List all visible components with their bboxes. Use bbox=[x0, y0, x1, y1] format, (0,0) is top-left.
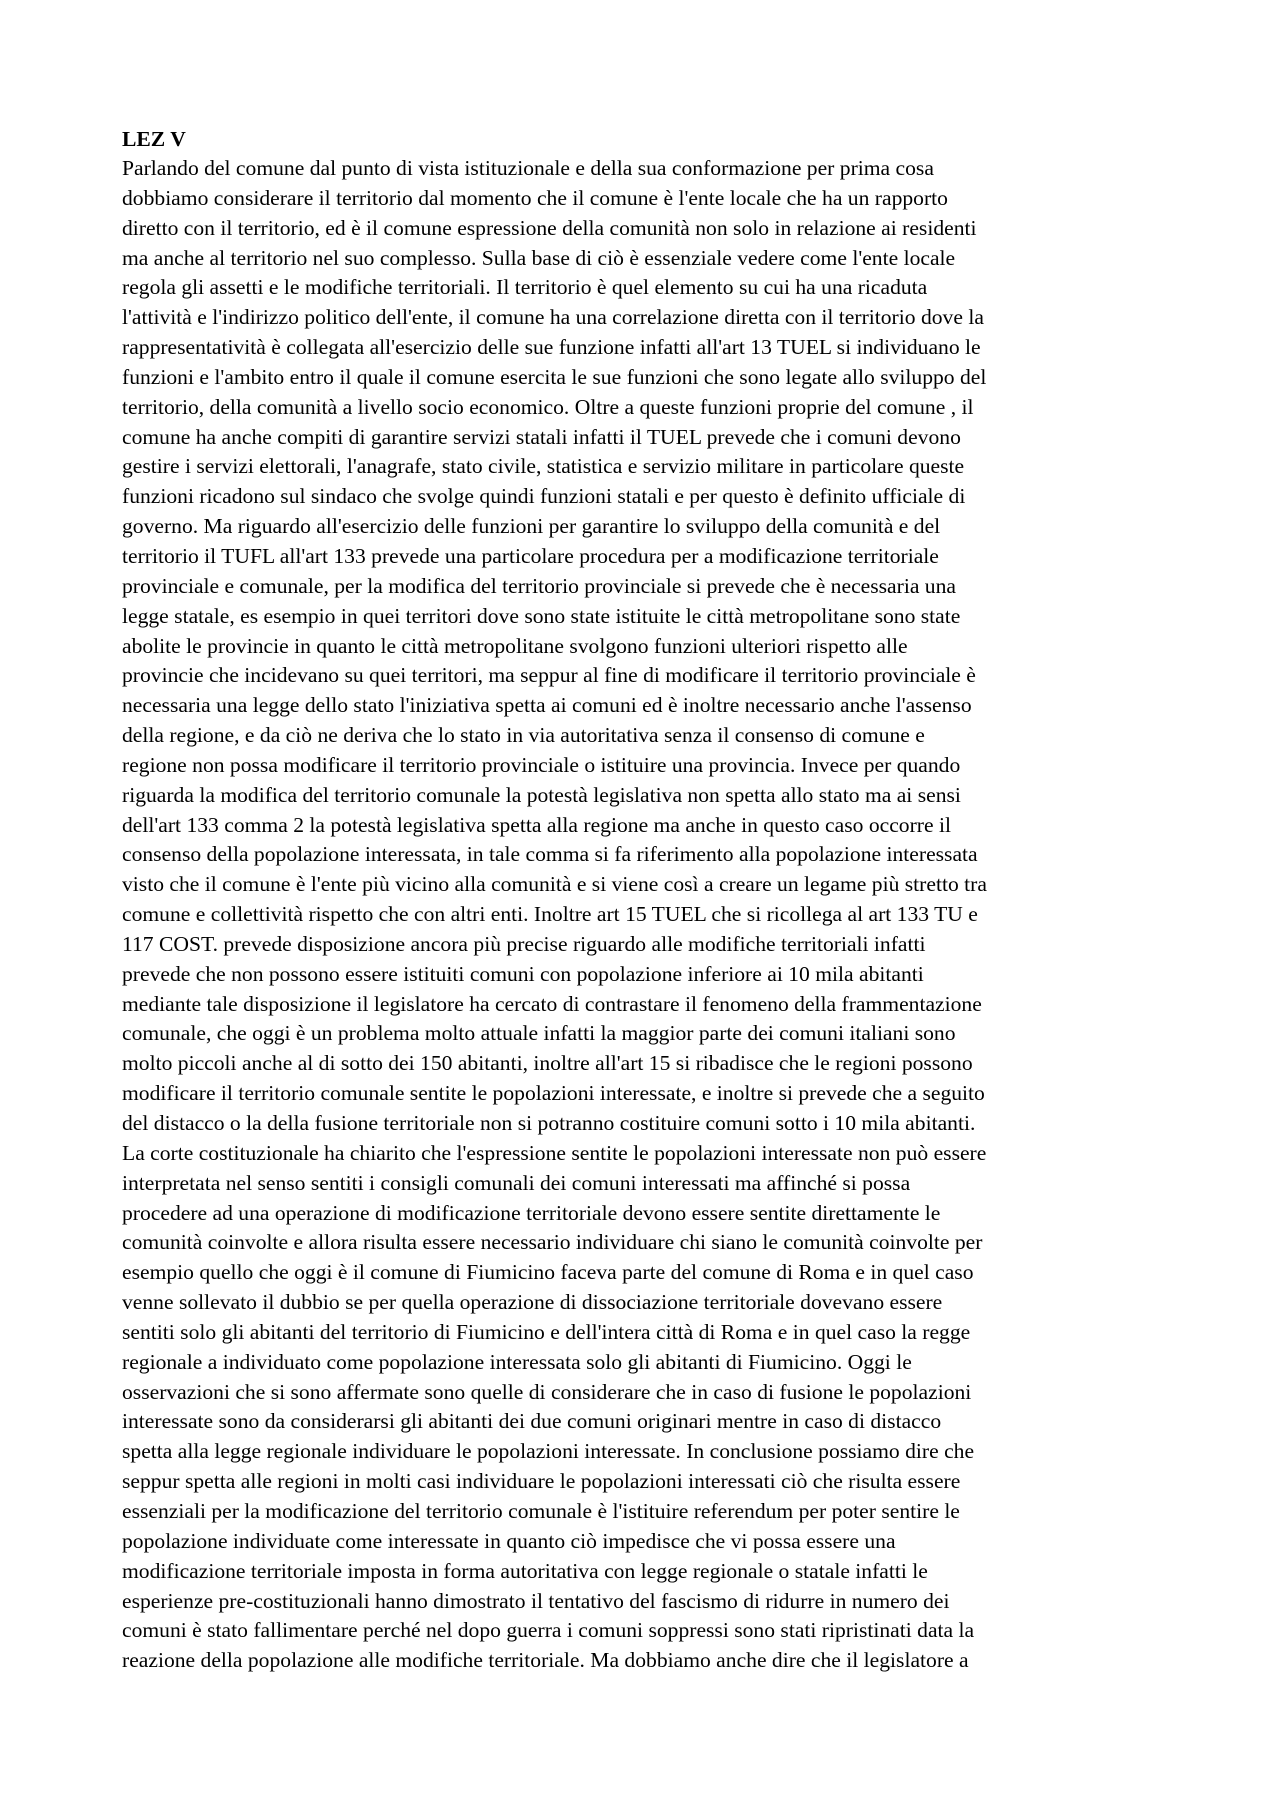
text-line: rappresentatività è collegata all'esercizio delle sue funzione infatti all'art 13 TUEL si individuano le bbox=[122, 335, 981, 360]
text-line: esperienze pre-costituzionali hanno dimostrato il tentativo del fascismo di ridurre in numero dei bbox=[122, 1588, 950, 1613]
text-line: comunità coinvolte e allora risulta essere necessario individuare chi siano le comunità coinvolte per bbox=[122, 1230, 983, 1255]
text-line: essenziali per la modificazione del territorio comunale è l'istituire referendum per poter sentire le bbox=[122, 1498, 960, 1523]
text-line: regionale a individuato come popolazione interessata solo gli abitanti di Fiumicino. Oggi le bbox=[122, 1349, 912, 1374]
text-line: interessate sono da considerarsi gli abitanti dei due comuni originari mentre in caso di distacco bbox=[122, 1409, 942, 1434]
text-line: popolazione individuate come interessate in quanto ciò impedisce che vi possa essere una bbox=[122, 1528, 896, 1553]
text-line: prevede che non possono essere istituiti comuni con popolazione inferiore ai 10 mila abitanti bbox=[122, 961, 924, 986]
text-line: seppur spetta alle regioni in molti casi individuare le popolazioni interessati ciò che risulta essere bbox=[122, 1469, 961, 1494]
text-line: procedere ad una operazione di modificazione territoriale devono essere sentite direttamente le bbox=[122, 1200, 941, 1225]
text-line: modificazione territoriale imposta in forma autoritativa con legge regionale o statale infatti le bbox=[122, 1558, 928, 1583]
text-line: funzioni ricadono sul sindaco che svolge quindi funzioni statali e per questo è definito ufficiale di bbox=[122, 484, 966, 509]
text-line: interpretata nel senso sentiti i consigli comunali dei comuni interessati ma affinché si possa bbox=[122, 1170, 911, 1195]
text-line: reazione della popolazione alle modifiche territoriale. Ma dobbiamo anche dire che il legislatore a bbox=[122, 1648, 969, 1673]
text-line: funzioni e l'ambito entro il quale il comune esercita le sue funzioni che sono legate allo sviluppo del bbox=[122, 364, 987, 389]
text-line: molto piccoli anche al di sotto dei 150 abitanti, inoltre all'art 15 si ribadisce che le regioni possono bbox=[122, 1051, 973, 1076]
text-line: dobbiamo considerare il territorio dal momento che il comune è l'ente locale che ha un rapporto bbox=[122, 185, 948, 210]
text-line: venne sollevato il dubbio se per quella operazione di dissociazione territoriale dovevano essere bbox=[122, 1290, 943, 1315]
text-line: legge statale, es esempio in quei territori dove sono state istituite le città metropolitane sono state bbox=[122, 603, 961, 628]
text-line: visto che il comune è l'ente più vicino alla comunità e si viene così a creare un legame più stretto tra bbox=[122, 872, 987, 897]
text-line: della regione, e da ciò ne deriva che lo stato in via autoritativa senza il consenso di comune e bbox=[122, 723, 925, 748]
text-line: regola gli assetti e le modifiche territoriali. Il territorio è quel elemento su cui ha una ricaduta bbox=[122, 275, 928, 300]
text-line: 117 COST. prevede disposizione ancora più precise riguardo alle modifiche territoriali infatti bbox=[122, 931, 926, 956]
text-line: gestire i servizi elettorali, l'anagrafe, stato civile, statistica e servizio militare in particolare queste bbox=[122, 454, 965, 479]
text-line: osservazioni che si sono affermate sono quelle di considerare che in caso di fusione le popolazioni bbox=[122, 1379, 972, 1404]
text-line: abolite le provincie in quanto le città metropolitane svolgono funzioni ulteriori rispetto alle bbox=[122, 633, 908, 658]
document-text bbox=[122, 154, 1168, 1676]
text-line: provincie che incidevano su quei territori, ma seppur al fine di modificare il territorio provinciale è bbox=[122, 663, 976, 688]
text-line: Parlando del comune dal punto di vista istituzionale e della sua conformazione per prima cosa bbox=[122, 156, 934, 180]
text-line: esempio quello che oggi è il comune di Fiumicino faceva parte del comune di Roma e in quel caso bbox=[122, 1260, 974, 1285]
text-line: La corte costituzionale ha chiarito che l'espressione sentite le popolazioni interessate non può essere bbox=[122, 1140, 987, 1165]
text-line: sentiti solo gli abitanti del territorio di Fiumicino e dell'intera città di Roma e in quel caso la regge bbox=[122, 1319, 971, 1344]
text-line: territorio il TUFL all'art 133 prevede una particolare procedura per a modificazione territoriale bbox=[122, 543, 939, 568]
text-line: ma anche al territorio nel suo complesso. Sulla base di ciò è essenziale vedere come l'ente locale bbox=[122, 245, 956, 270]
text-line: mediante tale disposizione il legislatore ha cercato di contrastare il fenomeno della frammentazione bbox=[122, 991, 982, 1016]
text-line: governo. Ma riguardo all'esercizio delle funzioni per garantire lo sviluppo della comunità e del bbox=[122, 514, 941, 539]
text-line: territorio, della comunità a livello socio economico. Oltre a queste funzioni proprie del comune , il bbox=[122, 394, 974, 419]
text-line: dell'art 133 comma 2 la potestà legislativa spetta alla regione ma anche in questo caso occorre il bbox=[122, 812, 951, 837]
text-line: comunale, che oggi è un problema molto attuale infatti la maggior parte dei comuni italiani sono bbox=[122, 1021, 956, 1046]
text-line: spetta alla legge regionale individuare le popolazioni interessate. In conclusione possiamo dire che bbox=[122, 1439, 975, 1464]
text-line: comune ha anche compiti di garantire servizi statali infatti il TUEL prevede che i comuni devono bbox=[122, 424, 961, 449]
text-line: provinciale e comunale, per la modifica del territorio provinciale si prevede che è necessaria una bbox=[122, 573, 956, 598]
text-line: comune e collettività rispetto che con altri enti. Inoltre art 15 TUEL che si ricollega al art 133 TU e bbox=[122, 902, 978, 927]
text-line: diretto con il territorio, ed è il comune espressione della comunità non solo in relazione ai residenti bbox=[122, 215, 977, 240]
text-line: regione non possa modificare il territorio provinciale o istituire una provincia. Invece per quando bbox=[122, 752, 961, 777]
text-line: modificare il territorio comunale sentite le popolazioni interessate, e inoltre si prevede che a seguito bbox=[122, 1081, 985, 1106]
document-body bbox=[122, 124, 1168, 1676]
document-title: LEZ V bbox=[122, 127, 186, 151]
text-line: necessaria una legge dello stato l'iniziativa spetta ai comuni ed è inoltre necessario anche l'assenso bbox=[122, 693, 972, 718]
text-line: comuni è stato fallimentare perché nel dopo guerra i comuni soppressi sono stati ripristinati data la bbox=[122, 1618, 975, 1643]
text-line: del distacco o la della fusione territoriale non si potranno costituire comuni sotto i 10 mila abitanti. bbox=[122, 1111, 976, 1135]
text-line: riguarda la modifica del territorio comunale la potestà legislativa non spetta allo stato ma ai sensi bbox=[122, 782, 961, 807]
text-line: l'attività e l'indirizzo politico dell'ente, il comune ha una correlazione diretta con il territorio dove la bbox=[122, 305, 984, 330]
text-line: consenso della popolazione interessata, in tale comma si fa riferimento alla popolazione interessata bbox=[122, 842, 978, 867]
